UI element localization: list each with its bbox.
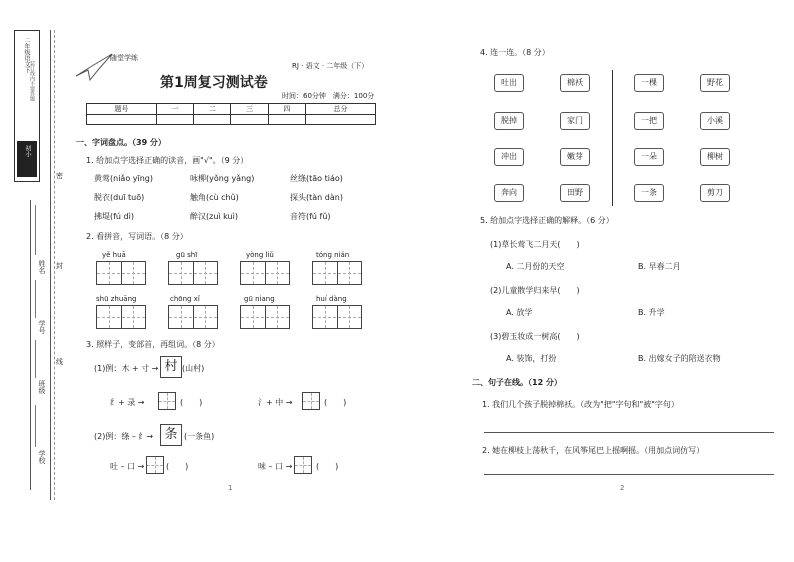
match-box[interactable]: 剪刀	[700, 184, 730, 202]
sentence-task-2: 2. 她在柳枝上荡秋千，在风筝尾巴上摇啊摇。（用加点词仿写）	[482, 446, 705, 455]
q1-item[interactable]: 黄莺(niǎo yīng)	[94, 174, 153, 183]
pinyin-label: gū shī	[176, 251, 198, 259]
q3-example2-char	[160, 424, 182, 446]
field-class-label: 班级	[38, 380, 46, 394]
binding-line	[50, 30, 51, 500]
page-number-1: 1	[228, 484, 233, 492]
score-header-2: 二	[194, 104, 231, 115]
q3-example2-prefix: (2)例：绦 – 纟→	[94, 432, 154, 441]
student-info	[30, 200, 49, 490]
q3-paren[interactable]: ( )	[166, 462, 189, 471]
field-number-label: 学号	[38, 320, 46, 334]
page-number-2: 2	[620, 484, 625, 492]
pinyin-label: yòng liǔ	[246, 251, 274, 259]
q1-title: 1. 给加点字选择正确的读音，画"√"。（9 分）	[86, 156, 249, 165]
match-box[interactable]: 野花	[700, 74, 730, 92]
score-cell[interactable]	[87, 115, 157, 125]
score-header-4: 四	[268, 104, 305, 115]
pinyin-label: gū niang	[244, 295, 275, 303]
part2-heading: 二、句子在线。（12 分）	[472, 378, 562, 387]
q1-item[interactable]: 触角(cù chǔ)	[190, 193, 239, 202]
q5-option[interactable]: A. 装饰，打扮	[506, 354, 557, 363]
pinyin-label: shū zhuāng	[96, 295, 137, 303]
score-header-5: 总分	[306, 104, 376, 115]
sentence-task-1: 1. 我们几个孩子脱掉棉袄。（改为"把"字句和"被"字句）	[482, 400, 679, 409]
binding-note: 装订线内不要答题	[29, 61, 35, 101]
q3-line1-a: 纟+ 录 →	[110, 398, 145, 407]
writing-grid[interactable]	[96, 261, 146, 285]
q3-example1-word: (山村)	[182, 364, 205, 373]
match-box[interactable]: 一棵	[634, 74, 664, 92]
answer-line[interactable]	[484, 432, 774, 433]
q3-answer-box[interactable]	[302, 392, 320, 410]
q3-example1-prefix: (1)例：木 + 寸 →	[94, 364, 159, 373]
part1-heading: 一、字词盘点。（39 分）	[76, 138, 166, 147]
match-box[interactable]: 一朵	[634, 148, 664, 166]
q3-paren[interactable]: ( )	[324, 398, 347, 407]
score-cell[interactable]	[306, 115, 376, 125]
pinyin-label: yě huā	[102, 251, 126, 259]
q1-item[interactable]: 脱衣(duī tuō)	[94, 193, 145, 202]
score-header-1: 一	[156, 104, 193, 115]
match-box[interactable]: 吐出	[494, 74, 524, 92]
q5-option[interactable]: A. 放学	[506, 308, 533, 317]
field-school-label: 学校	[38, 450, 46, 464]
score-header-0: 题号	[87, 104, 157, 115]
q3-example2-char-text: 条	[164, 427, 178, 442]
field-number-input[interactable]	[35, 280, 36, 318]
match-box[interactable]: 柳树	[700, 148, 730, 166]
writing-grid[interactable]	[312, 261, 362, 285]
match-box[interactable]: 棉袄	[560, 74, 590, 92]
field-school-input[interactable]	[35, 405, 36, 447]
seal-mark-1: 密	[56, 172, 63, 180]
seal-mark-2: 封	[56, 262, 63, 270]
q3-example1-char	[160, 356, 182, 378]
match-box[interactable]: 小溪	[700, 112, 730, 130]
score-cell[interactable]	[268, 115, 305, 125]
q3-answer-box[interactable]	[146, 456, 164, 474]
seal-mark-3: 线	[56, 358, 63, 366]
writing-grid[interactable]	[240, 305, 290, 329]
match-box[interactable]: 冲出	[494, 148, 524, 166]
score-cell[interactable]	[194, 115, 231, 125]
q1-item[interactable]: 丝绦(tāo tiáo)	[290, 174, 343, 183]
q2-title: 2. 看拼音，写词语。（8 分）	[86, 232, 188, 241]
score-table	[86, 103, 376, 125]
field-name-input[interactable]	[35, 205, 36, 255]
logo	[74, 52, 114, 86]
binding-top-label: 二年级语文下	[23, 37, 30, 73]
q3-example1-char-text: 村	[164, 359, 178, 374]
q3-paren[interactable]: ( )	[180, 398, 203, 407]
time-score: 时间：60分钟 满分：100分	[282, 92, 375, 100]
score-cell[interactable]	[231, 115, 268, 125]
pinyin-label: tóng nián	[316, 251, 350, 259]
field-name-label: 姓名	[38, 260, 46, 274]
match-box[interactable]: 家门	[560, 112, 590, 130]
q3-answer-box[interactable]	[294, 456, 312, 474]
score-header-3: 三	[231, 104, 268, 115]
brand-text: 初小	[24, 145, 31, 157]
match-box[interactable]: 脱掉	[494, 112, 524, 130]
binding-line-2	[54, 30, 55, 500]
q1-item[interactable]: 音符(fú fǔ)	[290, 212, 331, 221]
pinyin-label: huí dàng	[316, 295, 347, 303]
q5-sentence[interactable]: (1)草长莺飞二月天( )	[490, 240, 580, 249]
q1-item[interactable]: 咏柳(yǒng yǎng)	[190, 174, 255, 183]
match-box[interactable]: 一把	[634, 112, 664, 130]
q5-sentence[interactable]: (2)儿童散学归来早( )	[490, 286, 580, 295]
swallow-logo-icon	[74, 52, 114, 82]
q3-example2-word: (一条鱼)	[184, 432, 215, 441]
writing-grid[interactable]	[96, 305, 146, 329]
writing-grid[interactable]	[312, 305, 362, 329]
binding-strip	[14, 30, 40, 182]
field-class-input[interactable]	[35, 340, 36, 378]
writing-grid[interactable]	[168, 305, 218, 329]
score-cell[interactable]	[156, 115, 193, 125]
q5-option[interactable]: B. 升学	[638, 308, 665, 317]
q3-line2-b: 味 – 口 →	[258, 462, 293, 471]
q1-item[interactable]: 拂堤(fú dì)	[94, 212, 134, 221]
page-title: 第1周复习测试卷	[160, 75, 268, 91]
writing-grid[interactable]	[240, 261, 290, 285]
pinyin-label: chōng xǐ	[170, 295, 200, 303]
q5-option[interactable]: B. 出嫁女子的陪送衣物	[638, 354, 721, 363]
match-box[interactable]: 奔向	[494, 184, 524, 202]
q5-sentence[interactable]: (3)碧玉妆成一树高( )	[490, 332, 580, 341]
writing-grid[interactable]	[168, 261, 218, 285]
q5-title: 5. 给加点字选择正确的解释。（6 分）	[480, 216, 614, 225]
match-box[interactable]: 嫩芽	[560, 148, 590, 166]
match-box[interactable]: 一条	[634, 184, 664, 202]
q1-item[interactable]: 探头(tàn dàn)	[290, 193, 343, 202]
answer-line[interactable]	[484, 474, 774, 475]
q5-option[interactable]: A. 二月份的天空	[506, 262, 565, 271]
edition-label: RJ · 语文 · 二年级（下）	[292, 62, 369, 70]
q1-item[interactable]: 醉汉(zuì kuì)	[190, 212, 238, 221]
brand-badge	[17, 141, 37, 177]
q3-title: 3. 照样子，变部首，再组词。（8 分）	[86, 340, 220, 349]
q5-option[interactable]: B. 早春二月	[638, 262, 681, 271]
q3-line2-a: 吐 – 口 →	[110, 462, 145, 471]
match-box[interactable]: 田野	[560, 184, 590, 202]
q3-line1-b: 氵+ 中 →	[258, 398, 293, 407]
q3-answer-box[interactable]	[158, 392, 176, 410]
logo-text: 随堂学练	[110, 54, 138, 62]
q4-title: 4. 连一连。（8 分）	[480, 48, 550, 57]
q3-paren[interactable]: ( )	[316, 462, 339, 471]
match-divider	[612, 70, 613, 206]
